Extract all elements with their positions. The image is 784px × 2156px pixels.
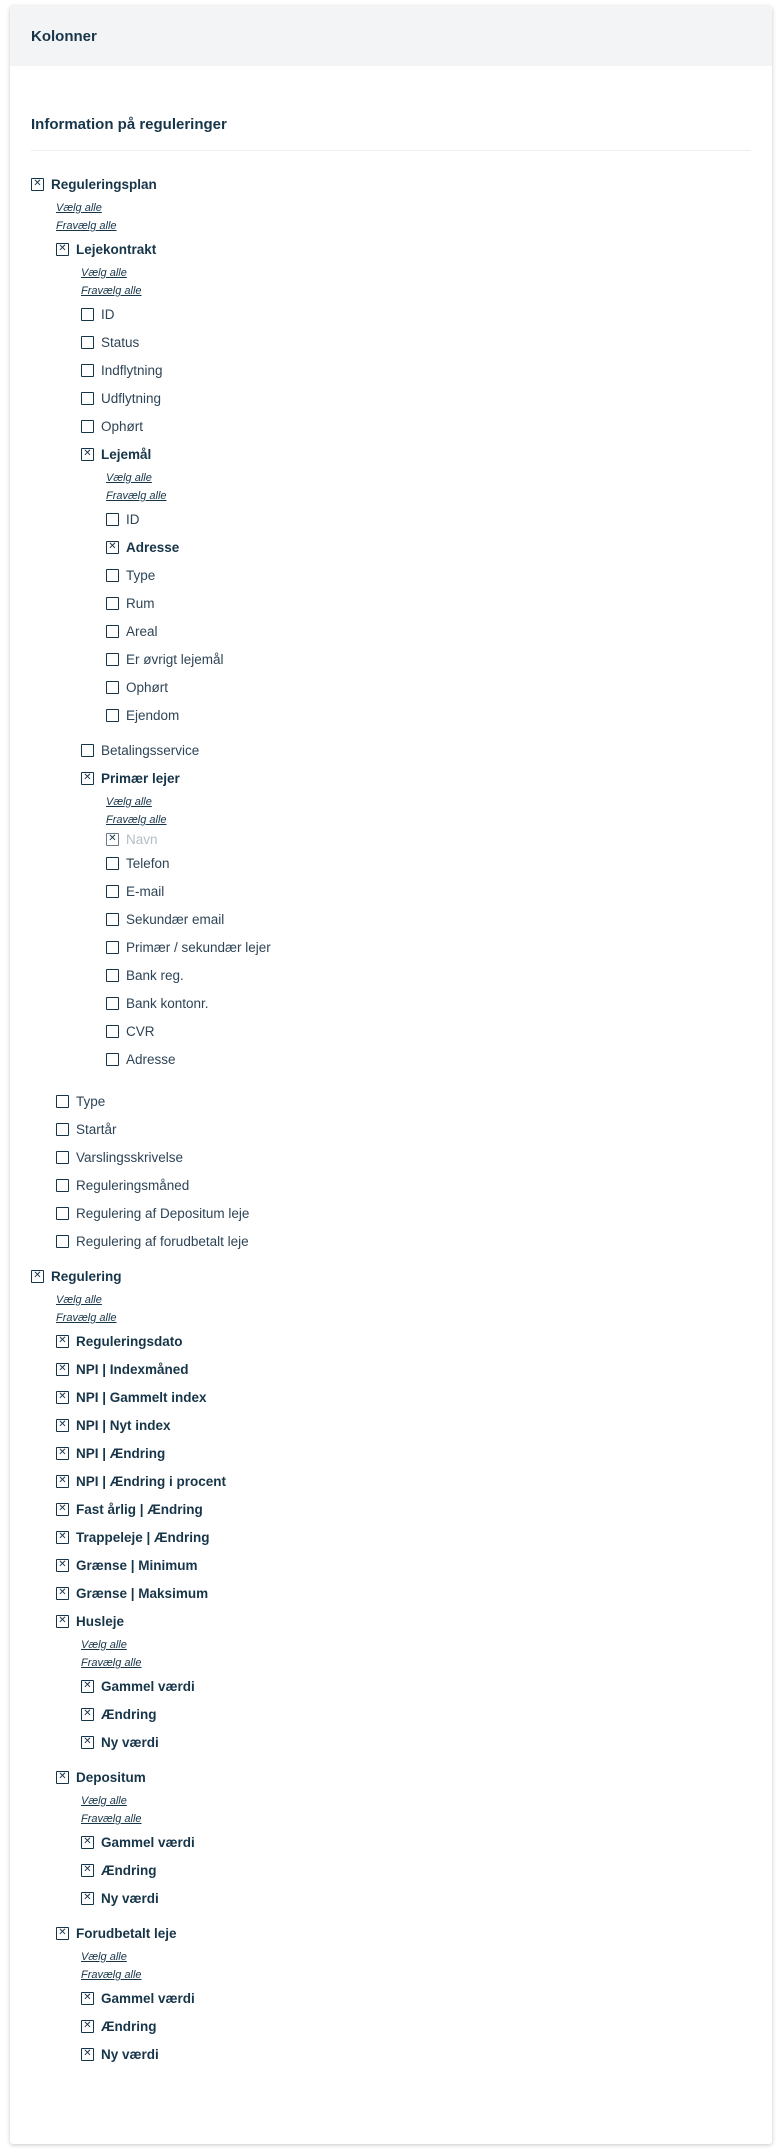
option-depositum-aendring[interactable] (81, 1856, 751, 1884)
option-label: Ny værdi (101, 1890, 159, 1906)
option-label: Lejekontrakt (76, 241, 157, 257)
husleje-children (56, 1635, 751, 1763)
option-lejemaal-oevrigt[interactable] (106, 645, 751, 673)
option-lejemaal-areal[interactable] (106, 617, 751, 645)
option-status[interactable] (81, 328, 751, 356)
option-lejemaal[interactable] (81, 440, 751, 468)
option-label: ID (126, 511, 140, 527)
option-id[interactable] (81, 300, 751, 328)
option-label: Regulering af Depositum leje (76, 1205, 250, 1221)
checkbox-udflytning[interactable] (81, 392, 94, 405)
checkbox-reguleringsdato[interactable] (56, 1335, 69, 1348)
option-label: Depositum (76, 1769, 146, 1785)
section-title: Information på reguleringer (31, 116, 751, 151)
option-navn (106, 829, 751, 849)
checkbox-type[interactable] (56, 1095, 69, 1108)
option-npi-indexmaaned[interactable] (56, 1355, 751, 1383)
option-npi-nyt-index[interactable] (56, 1411, 751, 1439)
lejekontrakt-children (56, 263, 751, 1087)
option-label: Startår (76, 1121, 117, 1137)
option-label: Gammel værdi (101, 1990, 195, 2006)
option-label: Adresse (126, 539, 180, 555)
option-trappeleje[interactable] (56, 1523, 751, 1551)
checkbox-npi-gammelt-index[interactable] (56, 1391, 69, 1404)
option-label: Grænse | Maksimum (76, 1585, 209, 1601)
checkbox-sekundaer-email[interactable] (106, 913, 119, 926)
option-label: Reguleringsmåned (76, 1177, 190, 1193)
select-all-link[interactable]: Vælg alle (81, 267, 127, 279)
checkbox-ophoert[interactable] (81, 420, 94, 433)
option-label: Betalingsservice (101, 742, 200, 758)
option-label: Status (101, 334, 140, 350)
option-udflytning[interactable] (81, 384, 751, 412)
checkbox-bank-kontonr[interactable] (106, 997, 119, 1010)
checkbox-lejemaal-oevrigt[interactable] (106, 653, 119, 666)
option-label: Ophørt (126, 679, 169, 695)
option-forudbetalt-ny[interactable] (81, 2040, 751, 2068)
option-primaer-sekundaer-lejer[interactable] (106, 933, 751, 961)
checkbox-regulering[interactable] (31, 1270, 44, 1283)
option-bank-kontonr[interactable] (106, 989, 751, 1017)
checkbox-navn (106, 833, 119, 846)
deselect-all-link[interactable]: Fravælg alle (81, 285, 142, 297)
option-label: Sekundær email (126, 911, 225, 927)
checkbox-cvr[interactable] (106, 1025, 119, 1038)
regulering-children (31, 1290, 751, 2068)
option-telefon[interactable] (106, 849, 751, 877)
select-all-link[interactable]: Vælg alle (56, 202, 102, 214)
option-label: Gammel værdi (101, 1834, 195, 1850)
option-lejer-adresse[interactable] (106, 1045, 751, 1073)
select-all-link[interactable]: Vælg alle (81, 1951, 127, 1963)
checkbox-lejemaal-adresse[interactable] (106, 541, 119, 554)
option-lejemaal-ophoert[interactable] (106, 673, 751, 701)
option-reguleringsmaaned[interactable] (56, 1171, 751, 1199)
primaer-lejer-children (81, 792, 751, 1087)
checkbox-lejemaal-rum[interactable] (106, 597, 119, 610)
checkbox-betalingsservice[interactable] (81, 744, 94, 757)
option-label: Areal (126, 623, 158, 639)
option-label: Bank reg. (126, 967, 184, 983)
checkbox-npi-indexmaaned[interactable] (56, 1363, 69, 1376)
checkbox-lejemaal-ejendom[interactable] (106, 709, 119, 722)
select-all-link[interactable]: Vælg alle (56, 1294, 102, 1306)
option-label: NPI | Gammelt index (76, 1389, 207, 1405)
deselect-all-link[interactable]: Fravælg alle (106, 490, 167, 502)
forudbetalt-children (56, 1947, 751, 2068)
option-betalingsservice[interactable] (81, 736, 751, 764)
option-label: Ny værdi (101, 2046, 159, 2062)
option-varslingsskrivelse[interactable] (56, 1143, 751, 1171)
option-ophoert[interactable] (81, 412, 751, 440)
checkbox-startaar[interactable] (56, 1123, 69, 1136)
checkbox-primaer-lejer[interactable] (81, 772, 94, 785)
panel-title: Kolonner (10, 6, 772, 66)
option-startaar[interactable] (56, 1115, 751, 1143)
checkbox-status[interactable] (81, 336, 94, 349)
checkbox-forudbetalt[interactable] (56, 1927, 69, 1940)
deselect-all-link[interactable]: Fravælg alle (56, 1312, 117, 1324)
checkbox-lejemaal-ophoert[interactable] (106, 681, 119, 694)
option-lejemaal-ejendom[interactable] (106, 701, 751, 729)
option-forudbetalt-aendring[interactable] (81, 2012, 751, 2040)
option-reguleringsplan[interactable] (31, 170, 751, 198)
option-cvr[interactable] (106, 1017, 751, 1045)
checkbox-telefon[interactable] (106, 857, 119, 870)
checkbox-lejemaal-areal[interactable] (106, 625, 119, 638)
option-lejemaal-type[interactable] (106, 561, 751, 589)
checkbox-depositum[interactable] (56, 1771, 69, 1784)
option-husleje-aendring[interactable] (81, 1700, 751, 1728)
option-label: Ophørt (101, 418, 144, 434)
checkbox-regulering-depositum[interactable] (56, 1207, 69, 1220)
select-all-link[interactable]: Vælg alle (81, 1639, 127, 1651)
option-lejekontrakt[interactable] (56, 235, 751, 263)
option-label: Primær lejer (101, 770, 180, 786)
checkbox-bank-reg[interactable] (106, 969, 119, 982)
checkbox-husleje-gammel[interactable] (81, 1680, 94, 1693)
option-forudbetalt[interactable] (56, 1919, 751, 1947)
checkbox-husleje-ny[interactable] (81, 1736, 94, 1749)
option-label: Ændring (101, 1706, 157, 1722)
checkbox-graense-maksimum[interactable] (56, 1587, 69, 1600)
option-depositum-gammel[interactable] (81, 1828, 751, 1856)
option-label: Type (76, 1093, 106, 1109)
option-label: Rum (126, 595, 155, 611)
option-type[interactable] (56, 1087, 751, 1115)
option-graense-maksimum[interactable] (56, 1579, 751, 1607)
checkbox-graense-minimum[interactable] (56, 1559, 69, 1572)
option-npi-aendring[interactable] (56, 1439, 751, 1467)
option-label: Ny værdi (101, 1734, 159, 1750)
checkbox-fast-aarlig[interactable] (56, 1503, 69, 1516)
checkbox-regulering-forudbetalt[interactable] (56, 1235, 69, 1248)
option-regulering-forudbetalt[interactable] (56, 1227, 751, 1255)
option-npi-gammelt-index[interactable] (56, 1383, 751, 1411)
option-label: Udflytning (101, 390, 162, 406)
option-label: Fast årlig | Ændring (76, 1501, 203, 1517)
depositum-children (56, 1791, 751, 1919)
option-label: Navn (126, 831, 158, 847)
option-label: CVR (126, 1023, 155, 1039)
option-label: NPI | Indexmåned (76, 1361, 189, 1377)
option-label: Ejendom (126, 707, 180, 723)
checkbox-trappeleje[interactable] (56, 1531, 69, 1544)
option-lejemaal-id[interactable] (106, 505, 751, 533)
option-label: Ændring (101, 1862, 157, 1878)
option-regulering[interactable] (31, 1262, 751, 1290)
checkbox-forudbetalt-gammel[interactable] (81, 1992, 94, 2005)
checkbox-varslingsskrivelse[interactable] (56, 1151, 69, 1164)
checkbox-forudbetalt-ny[interactable] (81, 2048, 94, 2061)
option-label: Trappeleje | Ændring (76, 1529, 210, 1545)
option-depositum-ny[interactable] (81, 1884, 751, 1912)
option-label: E-mail (126, 883, 165, 899)
checkbox-indflytning[interactable] (81, 364, 94, 377)
checkbox-npi-aendring[interactable] (56, 1447, 69, 1460)
option-label: Varslingsskrivelse (76, 1149, 184, 1165)
option-label: Indflytning (101, 362, 163, 378)
option-label: NPI | Ændring (76, 1445, 166, 1461)
option-husleje-gammel[interactable] (81, 1672, 751, 1700)
checkbox-lejemaal[interactable] (81, 448, 94, 461)
checkbox-husleje[interactable] (56, 1615, 69, 1628)
checkbox-forudbetalt-aendring[interactable] (81, 2020, 94, 2033)
option-npi-aendring-procent[interactable] (56, 1467, 751, 1495)
option-label: NPI | Ændring i procent (76, 1473, 227, 1489)
checkbox-reguleringsplan[interactable] (31, 178, 44, 191)
option-label: Grænse | Minimum (76, 1557, 198, 1573)
checkbox-lejemaal-id[interactable] (106, 513, 119, 526)
option-label: ID (101, 306, 115, 322)
checkbox-npi-aendring-procent[interactable] (56, 1475, 69, 1488)
checkbox-npi-nyt-index[interactable] (56, 1419, 69, 1432)
checkbox-depositum-aendring[interactable] (81, 1864, 94, 1877)
checkbox-primaer-sekundaer-lejer[interactable] (106, 941, 119, 954)
option-label: Adresse (126, 1051, 176, 1067)
option-reguleringsdato[interactable] (56, 1327, 751, 1355)
checkbox-email[interactable] (106, 885, 119, 898)
option-label: Gammel værdi (101, 1678, 195, 1694)
option-lejemaal-adresse[interactable] (106, 533, 751, 561)
option-fast-aarlig[interactable] (56, 1495, 751, 1523)
option-label: Regulering af forudbetalt leje (76, 1233, 249, 1249)
select-all-link[interactable]: Vælg alle (106, 472, 152, 484)
option-label: Forudbetalt leje (76, 1925, 177, 1941)
option-label: Ændring (101, 2018, 157, 2034)
select-all-link[interactable]: Vælg alle (81, 1795, 127, 1807)
deselect-all-link[interactable]: Fravælg alle (81, 1969, 142, 1981)
deselect-all-link[interactable]: Fravælg alle (81, 1813, 142, 1825)
option-label: Bank kontonr. (126, 995, 209, 1011)
option-graense-minimum[interactable] (56, 1551, 751, 1579)
option-sekundaer-email[interactable] (106, 905, 751, 933)
deselect-all-link[interactable]: Fravælg alle (81, 1657, 142, 1669)
option-label: NPI | Nyt index (76, 1417, 171, 1433)
checkbox-husleje-aendring[interactable] (81, 1708, 94, 1721)
columns-panel (10, 6, 772, 2144)
option-label: Regulering (51, 1268, 122, 1284)
option-regulering-depositum[interactable] (56, 1199, 751, 1227)
option-primaer-lejer[interactable] (81, 764, 751, 792)
option-label: Telefon (126, 855, 170, 871)
option-label: Reguleringsplan (51, 176, 157, 192)
deselect-all-link[interactable]: Fravælg alle (106, 814, 167, 826)
select-all-link[interactable]: Vælg alle (106, 796, 152, 808)
option-label: Reguleringsdato (76, 1333, 183, 1349)
checkbox-id[interactable] (81, 308, 94, 321)
deselect-all-link[interactable]: Fravælg alle (56, 220, 117, 232)
option-lejemaal-rum[interactable] (106, 589, 751, 617)
checkbox-lejekontrakt[interactable] (56, 243, 69, 256)
option-label: Primær / sekundær lejer (126, 939, 271, 955)
option-indflytning[interactable] (81, 356, 751, 384)
option-depositum[interactable] (56, 1763, 751, 1791)
checkbox-depositum-gammel[interactable] (81, 1836, 94, 1849)
option-bank-reg[interactable] (106, 961, 751, 989)
option-forudbetalt-gammel[interactable] (81, 1984, 751, 2012)
option-husleje[interactable] (56, 1607, 751, 1635)
option-label: Husleje (76, 1613, 125, 1629)
option-label: Er øvrigt lejemål (126, 651, 224, 667)
lejemaal-children (81, 468, 751, 736)
checkbox-depositum-ny[interactable] (81, 1892, 94, 1905)
checkbox-lejer-adresse[interactable] (106, 1053, 119, 1066)
option-husleje-ny[interactable] (81, 1728, 751, 1756)
option-label: Type (126, 567, 156, 583)
checkbox-lejemaal-type[interactable] (106, 569, 119, 582)
reguleringsplan-children (31, 198, 751, 1255)
option-label: Lejemål (101, 446, 152, 462)
option-email[interactable] (106, 877, 751, 905)
checkbox-reguleringsmaaned[interactable] (56, 1179, 69, 1192)
